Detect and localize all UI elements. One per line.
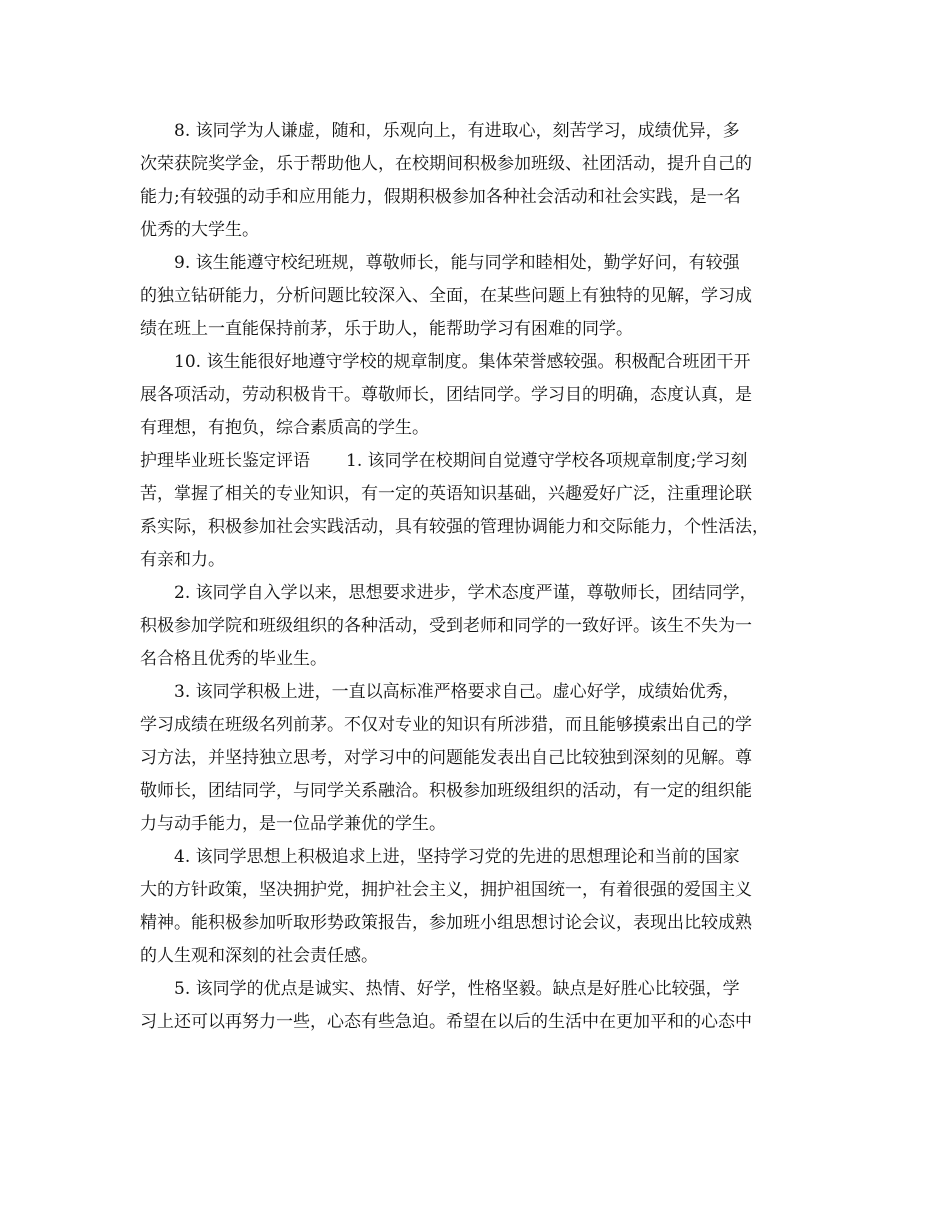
section-item-1-line-2: 苦，掌握了相关的专业知识，有一定的英语知识基础，兴趣爱好广泛，注重理论联 [140, 484, 752, 504]
paragraph-2-line-1: 2. 该同学自入学以来，思想要求进步，学术态度严谨，尊敬师长，团结同学， [174, 583, 757, 603]
paragraph-2-line-3: 名合格且优秀的毕业生。 [140, 649, 327, 669]
paragraph-8-line-2: 次荣获院奖学金，乐于帮助他人，在校期间积极参加班级、社团活动，提升自己的 [140, 154, 752, 174]
paragraph-10-line-1: 10. 该生能很好地遵守学校的规章制度。集体荣誉感较强。积极配合班团干开 [174, 352, 751, 372]
paragraph-8-line-4: 优秀的大学生。 [140, 220, 259, 240]
paragraph-2-line-2: 积极参加学院和班级组织的各种活动，受到老师和同学的一致好评。该生不失为一 [140, 616, 752, 636]
paragraph-3-line-3: 习方法，并坚持独立思考，对学习中的问题能发表出自己比较独到深刻的见解。尊 [140, 748, 752, 768]
paragraph-9-line-2: 的独立钻研能力，分析问题比较深入、全面，在某些问题上有独特的见解，学习成 [140, 286, 752, 306]
paragraph-3-line-2: 学习成绩在班级名列前茅。不仅对专业的知识有所涉猎，而且能够摸索出自己的学 [140, 715, 752, 735]
paragraph-3-line-4: 敬师长，团结同学，与同学关系融洽。积极参加班级组织的活动，有一定的组织能 [140, 781, 752, 801]
paragraph-4-line-1: 4. 该同学思想上积极追求上进，坚持学习党的先进的思想理论和当前的国家 [174, 847, 740, 867]
section-heading-line [140, 449, 747, 473]
paragraph-3-line-1: 3. 该同学积极上进，一直以高标准严格要求自己。虚心好学，成绩始优秀， [174, 682, 740, 702]
paragraph-4-line-2: 大的方针政策，坚决拥护党，拥护社会主义，拥护祖国统一，有着很强的爱国主义 [140, 880, 752, 900]
paragraph-4-line-4: 的人生观和深刻的社会责任感。 [140, 946, 378, 966]
paragraph-5-line-1: 5. 该同学的优点是诚实、热情、好学，性格坚毅。缺点是好胜心比较强，学 [174, 979, 740, 999]
paragraph-8-line-1: 8. 该同学为人谦虚，随和，乐观向上，有进取心，刻苦学习，成绩优异，多 [174, 121, 740, 141]
section-title: 护理毕业班长鉴定评语 [140, 451, 310, 471]
section-item-1-line-1: 1. 该同学在校期间自觉遵守学校各项规章制度;学习刻 [346, 451, 748, 471]
paragraph-10-line-2: 展各项活动，劳动积极肯干。尊敬师长，团结同学。学习目的明确，态度认真，是 [140, 385, 752, 405]
paragraph-5-line-2: 习上还可以再努力一些，心态有些急迫。希望在以后的生活中在更加平和的心态中 [140, 1012, 752, 1032]
section-item-1-line-3: 系实际，积极参加社会实践活动，具有较强的管理协调能力和交际能力，个性活法， [140, 517, 769, 537]
paragraph-8-line-3: 能力;有较强的动手和应用能力，假期积极参加各种社会活动和社会实践，是一名 [140, 187, 741, 207]
paragraph-4-line-3: 精神。能积极参加听取形势政策报告，参加班小组思想讨论会议，表现出比较成熟 [140, 913, 752, 933]
paragraph-3-line-5: 力与动手能力，是一位品学兼优的学生。 [140, 814, 446, 834]
section-item-1-line-4: 有亲和力。 [140, 550, 225, 570]
paragraph-9-line-1: 9. 该生能遵守校纪班规，尊敬师长，能与同学和睦相处，勤学好问，有较强 [174, 253, 740, 273]
paragraph-9-line-3: 绩在班上一直能保持前茅，乐于助人，能帮助学习有困难的同学。 [140, 319, 633, 339]
paragraph-10-line-3: 有理想，有抱负，综合素质高的学生。 [140, 418, 429, 438]
